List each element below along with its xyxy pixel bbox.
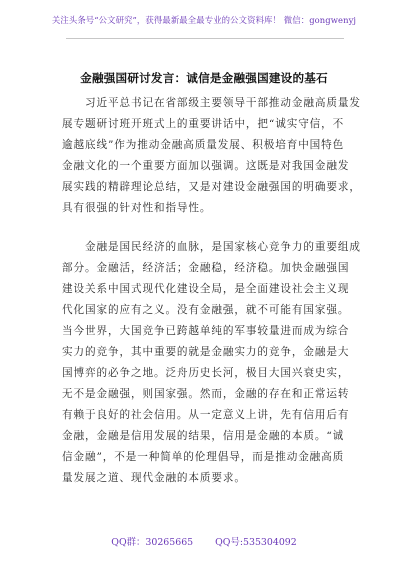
paragraph-line: 量发展之道、现代金融的本质要求。: [62, 472, 246, 484]
paragraph-line: 部分。金融活，经济活；金融稳，经济稳。加快金融强国: [62, 262, 350, 274]
paragraph-line: 习近平总书记在省部级主要领导干部推动金融高质量发: [62, 97, 361, 109]
paragraph-line: 金融是国民经济的血脉，是国家核心竞争力的重要组成: [62, 241, 361, 253]
header-banner: 关注头条号“公文研究”，获得最新最全最专业的公文资料库！ 微信：gongwenyj: [51, 15, 357, 25]
paragraph-line: 建设关系中国式现代化建设全局，是全面建设社会主义现: [62, 283, 350, 295]
paragraph-line: 金融文化的一个重要方面加以强调。这既是对我国金融发: [62, 160, 350, 172]
paragraph-line: 展实践的精辟理论总结，又是对建设金融强国的明确要求，: [62, 181, 361, 193]
paragraph-line: 有赖于良好的社会信用。从一定意义上讲，先有信用后有: [62, 409, 350, 421]
paragraph-2: [62, 237, 361, 489]
document-title: 金融强国研讨发言：诚信是金融强国建设的基石: [80, 71, 328, 85]
paragraph-line: 国博弈的必争之地。泛舟历史长河，极目大国兴衰史实，: [62, 367, 350, 379]
paragraph-line: 金融，金融是信用发展的结果，信用是金融的本质。“诚: [62, 430, 345, 442]
paragraph-line: 逾越底线”作为推动金融高质量发展、积极培育中国特色: [62, 139, 345, 151]
header-divider: [66, 38, 344, 39]
footer-contacts: [0, 534, 408, 548]
paragraph-line: 当今世界，大国竞争已跨越单纯的军事较量进而成为综合: [62, 325, 350, 337]
qq-group-number: QQ群：30265665: [111, 537, 194, 548]
paragraph-line: 信金融”，不是一种简单的伦理倡导，而是推动金融高质: [62, 451, 345, 463]
paragraph-1: [62, 93, 361, 219]
paragraph-line: 无不是金融强，则国家强。然而，金融的存在和正常运转: [62, 388, 350, 400]
paragraph-line: 展专题研讨班开班式上的重要讲话中，把“诚实守信，不: [62, 118, 345, 130]
paragraph-line: 实力的竞争，其中重要的就是金融实力的竞争，金融是大: [62, 346, 350, 358]
paragraph-line: 具有很强的针对性和指导性。: [62, 202, 212, 214]
qq-number: QQ号:535304092: [215, 537, 297, 548]
paragraph-line: 代化国家的应有之义。没有金融强，就不可能有国家强。: [62, 304, 350, 316]
